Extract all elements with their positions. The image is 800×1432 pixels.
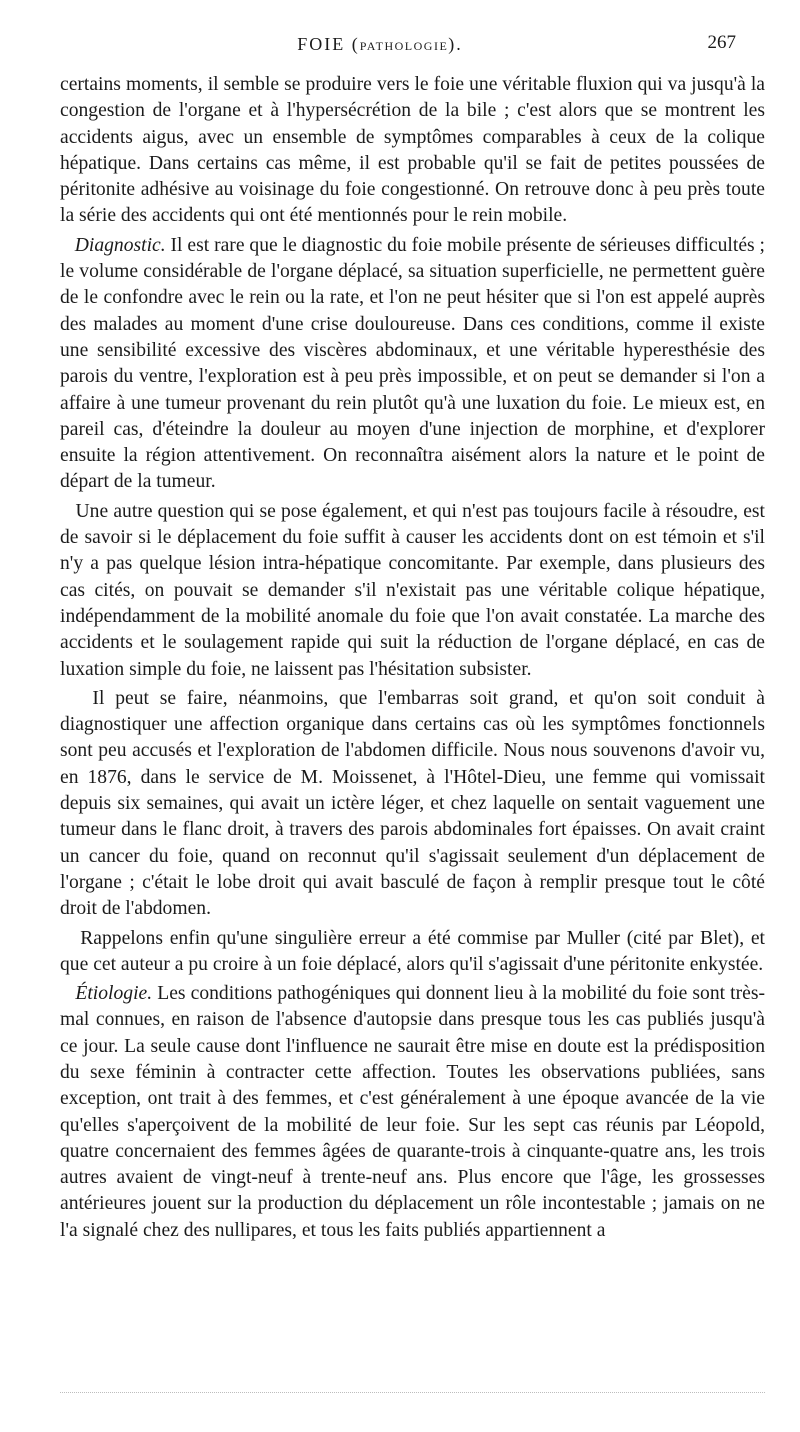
- section-label-etiologie: Étiologie.: [75, 983, 153, 1005]
- paragraph-muller-text: Rappelons enfin qu'une singulière erreur a été commise par Muller (cité par Blet), et que cet auteur a pu croire à un foie déplacé, alors qu'il s'agissait d'une péritonite enkystée.: [60, 927, 765, 975]
- running-title-small: PATHOLOGIE: [359, 39, 449, 53]
- running-title: [245, 34, 515, 55]
- paragraph-muller: [60, 926, 765, 979]
- page-header: [0, 32, 800, 62]
- paragraph-diagnostic-text: Il est rare que le diagnostic du foie mobile présente de sérieuses difficultés ; le volume considérable de l'organe déplacé, sa situation superficielle, ne permettent guère de le confondre avec le rein ou la rate, et l'on ne peut hésiter que si l'on est appelé auprès des malades au moment d'une crise douloureuse. Dans ces conditions, comme il existe une sensibilité excessive des viscères abdominaux, et une véritable hyperesthésie des parois du ventre, l'exploration est à peu près impossible, et on peut se demander si l'on a affaire à une tumeur provenant du rein plutôt qu'à une luxation du foie. Le mieux est, en pareil cas, d'éteindre la douleur au moyen d'une injection de morphine, et d'explorer ensuite la région attentivement. On reconnaîtra aisément alors la nature et le point de départ de la tumeur.: [60, 234, 765, 493]
- paragraph-continuation: certains moments, il semble se produire vers le foie une véritable fluxion qui va jusqu'à la congestion de l'organe et à l'hypersécrétion de la bile ; c'est alors que se montrent les accidents aigus, avec un ensemble de symptômes comparables à ceux de la colique hépatique. Dans certains cas même, il est probable qu'il se fait de petites poussées de péritonite adhésive au voisinage du foie congestionné. On retrouve donc à peu près toute la série des accidents qui ont été mentionnés pour le rein mobile.: [60, 74, 765, 227]
- paragraph-embarras: [60, 686, 765, 923]
- running-title-main: FOIE (: [297, 34, 360, 54]
- paragraph-question: [60, 499, 765, 683]
- paragraph-etiologie-text: Les conditions pathogéniques qui donnent lieu à la mobilité du foie sont très-mal connues, en raison de l'absence d'autopsie dans presque tous les cas publiés jusqu'à ce jour. La seule cause dont l'influence ne saurait être mise en doute est la prédisposition du sexe féminin à contracter cette affection. Toutes les observations publiées, sans exception, ont trait à des femmes, et c'est généralement à une époque avancée de la vie qu'elles s'aperçoivent de la mobilité de leur foie. Sur les sept cas réunis par Léopold, quatre concernaient des femmes âgées de quarante-trois à cinquante-quatre ans, les trois autres avaient de vingt-neuf à trente-neuf ans. Plus encore que l'âge, les grossesses antérieures jouent sur la production du déplacement un rôle incontestable ; jamais on ne l'a signalé chez des nullipares, et tous les faits publiés appartiennent a: [60, 983, 765, 1241]
- page-number: 267: [707, 32, 736, 53]
- running-title-end: ).: [448, 34, 463, 54]
- section-label-diagnostic: Diagnostic.: [74, 234, 166, 256]
- page-bottom-edge: [60, 1392, 765, 1403]
- paragraph-etiologie: [60, 981, 765, 1244]
- paragraph-diagnostic: [60, 233, 765, 496]
- paragraph-question-text: Une autre question qui se pose également, et qui n'est pas toujours facile à résoudre, est de savoir si le déplacement du foie suffit à causer les accidents dont on est témoin et s'il n'y a pas quelque lésion intra-hépatique concomitante. Par exemple, dans plusieurs des cas cités, on pouvait se demander s'il n'existait pas une véritable colique hépatique, indépendamment de la mobilité anomale du foie que l'on avait constatée. La marche des accidents et le soulagement rapide qui suit la réduction de l'organe déplacé, en cas de luxation simple du foie, ne laissent pas l'hésitation subsister.: [60, 500, 765, 680]
- body-text: [60, 72, 765, 1247]
- paragraph-embarras-text: Il peut se faire, néanmoins, que l'embarras soit grand, et qu'on soit conduit à diagnostiquer une affection organique dans certains cas où les symptômes fonctionnels sont peu accusés et l'exploration de l'abdomen difficile. Nous nous souvenons d'avoir vu, en 1876, dans le service de M. Moissenet, à l'Hôtel-Dieu, une femme qui vomissait depuis six semaines, qui avait un ictère léger, et chez laquelle on sentait vaguement une tumeur dans le flanc droit, à travers des parois abdominales fort épaisses. On avait craint un cancer du foie, quand on reconnut qu'il s'agissait seulement d'un déplacement de l'organe ; c'était le lobe droit qui avait basculé de façon à remplir presque tout le côté droit de l'abdomen.: [60, 687, 765, 920]
